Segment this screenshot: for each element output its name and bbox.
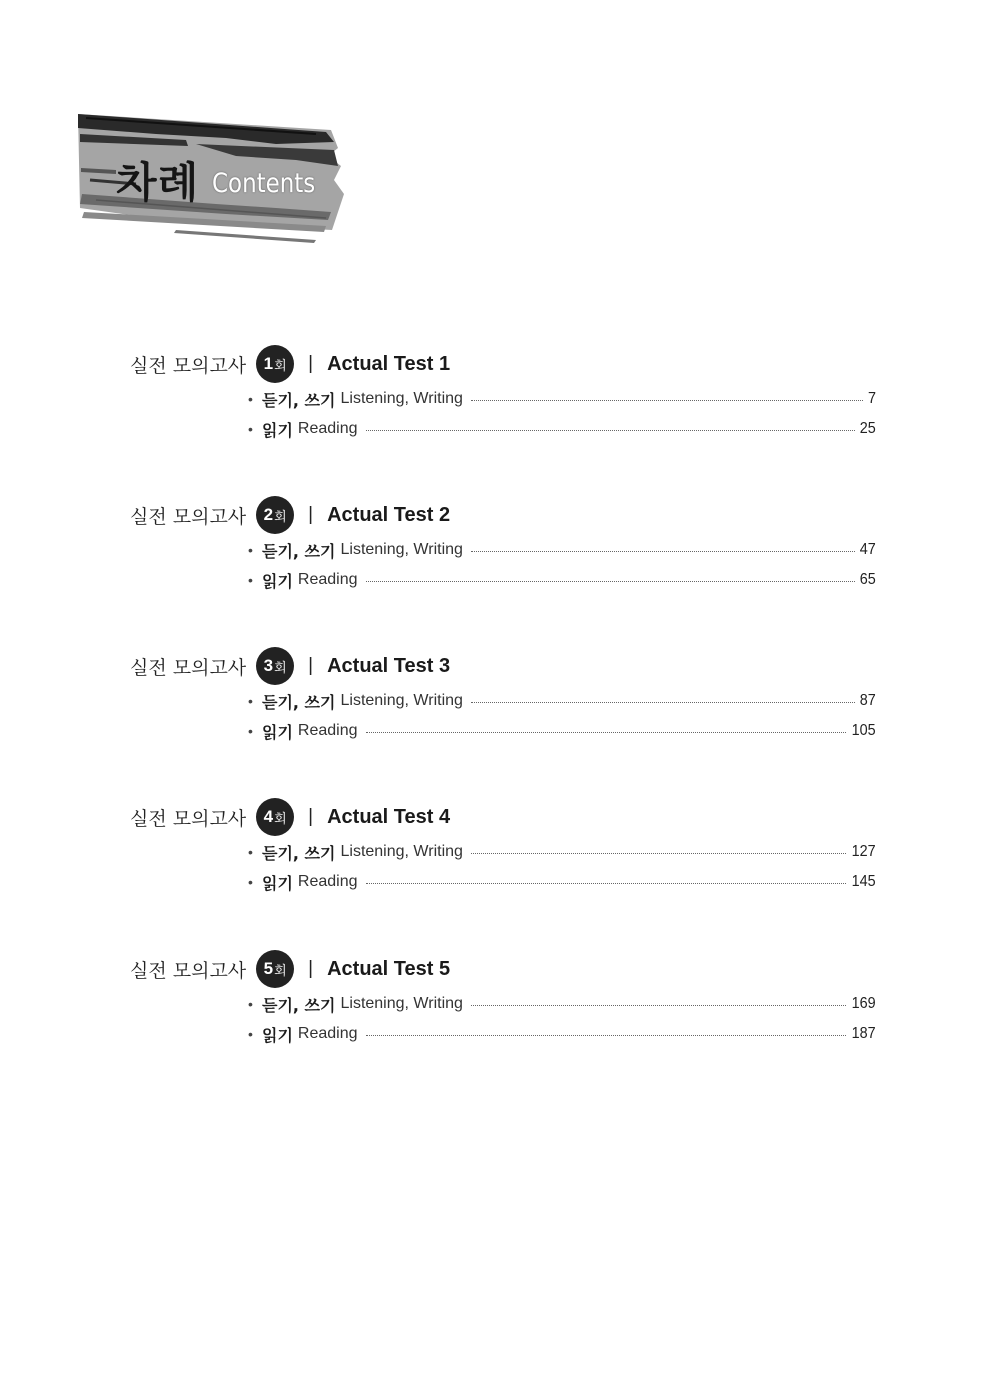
- toc-entry-listening-writing[interactable]: [248, 989, 876, 1019]
- bullet: •: [248, 723, 253, 739]
- toc-entry-reading[interactable]: [248, 867, 876, 897]
- dot-leader: [471, 551, 855, 552]
- heading-divider: |: [308, 504, 314, 525]
- contents-banner: [76, 108, 348, 248]
- section-title: Actual Test 5: [327, 957, 451, 980]
- toc-entry-reading[interactable]: [248, 565, 876, 595]
- toc-entries: [248, 837, 876, 897]
- bullet: •: [248, 1026, 253, 1042]
- dot-leader: [471, 702, 855, 703]
- round-unit: 회: [274, 811, 287, 827]
- toc-entry-listening-writing[interactable]: [248, 535, 876, 565]
- entry-label-english: Listening, Writing: [340, 390, 463, 407]
- page-number: 87: [859, 692, 876, 709]
- dot-leader: [366, 883, 847, 884]
- bullet: •: [248, 874, 253, 890]
- bullet: •: [248, 844, 253, 860]
- entry-label-korean: 읽기: [262, 571, 293, 591]
- entry-label-korean: 읽기: [262, 722, 293, 742]
- dot-leader: [471, 400, 863, 401]
- entry-label-english: Reading: [297, 420, 358, 437]
- page-number: 187: [851, 1025, 876, 1042]
- dot-leader: [366, 430, 856, 431]
- page-number: 127: [851, 843, 876, 860]
- heading-divider: |: [308, 353, 314, 374]
- toc-entry-reading[interactable]: [248, 414, 876, 444]
- entry-label-korean: 듣기, 쓰기: [262, 541, 336, 561]
- entry-label-korean: 듣기, 쓰기: [262, 843, 336, 863]
- round-number: 1: [263, 354, 274, 373]
- page-number: 145: [851, 873, 876, 890]
- toc-entries: [248, 535, 876, 595]
- bullet: •: [248, 996, 253, 1012]
- round-unit: 회: [274, 358, 287, 374]
- dot-leader: [366, 1035, 847, 1036]
- round-badge: [256, 798, 294, 836]
- heading-divider: |: [308, 806, 314, 827]
- section-heading: [130, 949, 450, 989]
- section-heading: [130, 495, 450, 535]
- bullet: •: [248, 542, 253, 558]
- toc-entry-listening-writing[interactable]: [248, 686, 876, 716]
- entry-label-english: Reading: [297, 571, 358, 588]
- section-title: Actual Test 2: [327, 503, 451, 526]
- page-number: 169: [851, 995, 876, 1012]
- round-badge: [256, 647, 294, 685]
- entry-label-korean: 듣기, 쓰기: [262, 390, 336, 410]
- round-number: 5: [263, 959, 274, 978]
- bullet: •: [248, 572, 253, 588]
- entry-label-english: Listening, Writing: [340, 843, 463, 860]
- toc-entry-listening-writing[interactable]: [248, 837, 876, 867]
- section-heading: [130, 797, 450, 837]
- round-badge: [256, 496, 294, 534]
- entry-label-korean: 듣기, 쓰기: [262, 692, 336, 712]
- heading-divider: |: [308, 958, 314, 979]
- section-heading: [130, 344, 450, 384]
- entry-label-korean: 읽기: [262, 420, 293, 440]
- dot-leader: [471, 1005, 846, 1006]
- page-number: 65: [859, 571, 876, 588]
- section-prefix: 실전 모의고사: [130, 354, 247, 377]
- section-title: Actual Test 4: [327, 805, 451, 828]
- entry-label-english: Reading: [297, 873, 358, 890]
- bullet: •: [248, 693, 253, 709]
- round-unit: 회: [274, 963, 287, 979]
- round-badge: [256, 950, 294, 988]
- round-number: 4: [263, 807, 274, 826]
- bullet: •: [248, 391, 253, 407]
- toc-entry-reading[interactable]: [248, 1019, 876, 1049]
- entry-label-korean: 읽기: [262, 1025, 293, 1045]
- entry-label-korean: 듣기, 쓰기: [262, 995, 336, 1015]
- entry-label-english: Listening, Writing: [340, 995, 463, 1012]
- round-unit: 회: [274, 509, 287, 525]
- section-heading: [130, 646, 450, 686]
- dot-leader: [471, 853, 846, 854]
- bullet: •: [248, 421, 253, 437]
- section-prefix: 실전 모의고사: [130, 656, 247, 679]
- entry-label-english: Listening, Writing: [340, 541, 463, 558]
- page-number: 47: [859, 541, 876, 558]
- toc-entries: [248, 989, 876, 1049]
- section-prefix: 실전 모의고사: [130, 959, 247, 982]
- dot-leader: [366, 581, 856, 582]
- round-unit: 회: [274, 660, 287, 676]
- heading-divider: |: [308, 655, 314, 676]
- entry-label-english: Reading: [297, 722, 358, 739]
- entry-label-english: Reading: [297, 1025, 358, 1042]
- entry-label-korean: 읽기: [262, 873, 293, 893]
- section-prefix: 실전 모의고사: [130, 505, 247, 528]
- toc-entry-listening-writing[interactable]: [248, 384, 876, 414]
- section-title: Actual Test 3: [327, 654, 451, 677]
- toc-entries: [248, 686, 876, 746]
- round-number: 2: [263, 505, 274, 524]
- dot-leader: [366, 732, 847, 733]
- page-number: 105: [851, 722, 876, 739]
- entry-label-english: Listening, Writing: [340, 692, 463, 709]
- contents-title-english: Contents: [212, 168, 316, 199]
- toc-entry-reading[interactable]: [248, 716, 876, 746]
- section-title: Actual Test 1: [327, 352, 451, 375]
- page-number: 7: [867, 390, 876, 407]
- page-number: 25: [859, 420, 876, 437]
- toc-entries: [248, 384, 876, 444]
- section-prefix: 실전 모의고사: [130, 807, 247, 830]
- round-number: 3: [263, 656, 274, 675]
- round-badge: [256, 345, 294, 383]
- contents-title-korean: 차례: [116, 158, 200, 207]
